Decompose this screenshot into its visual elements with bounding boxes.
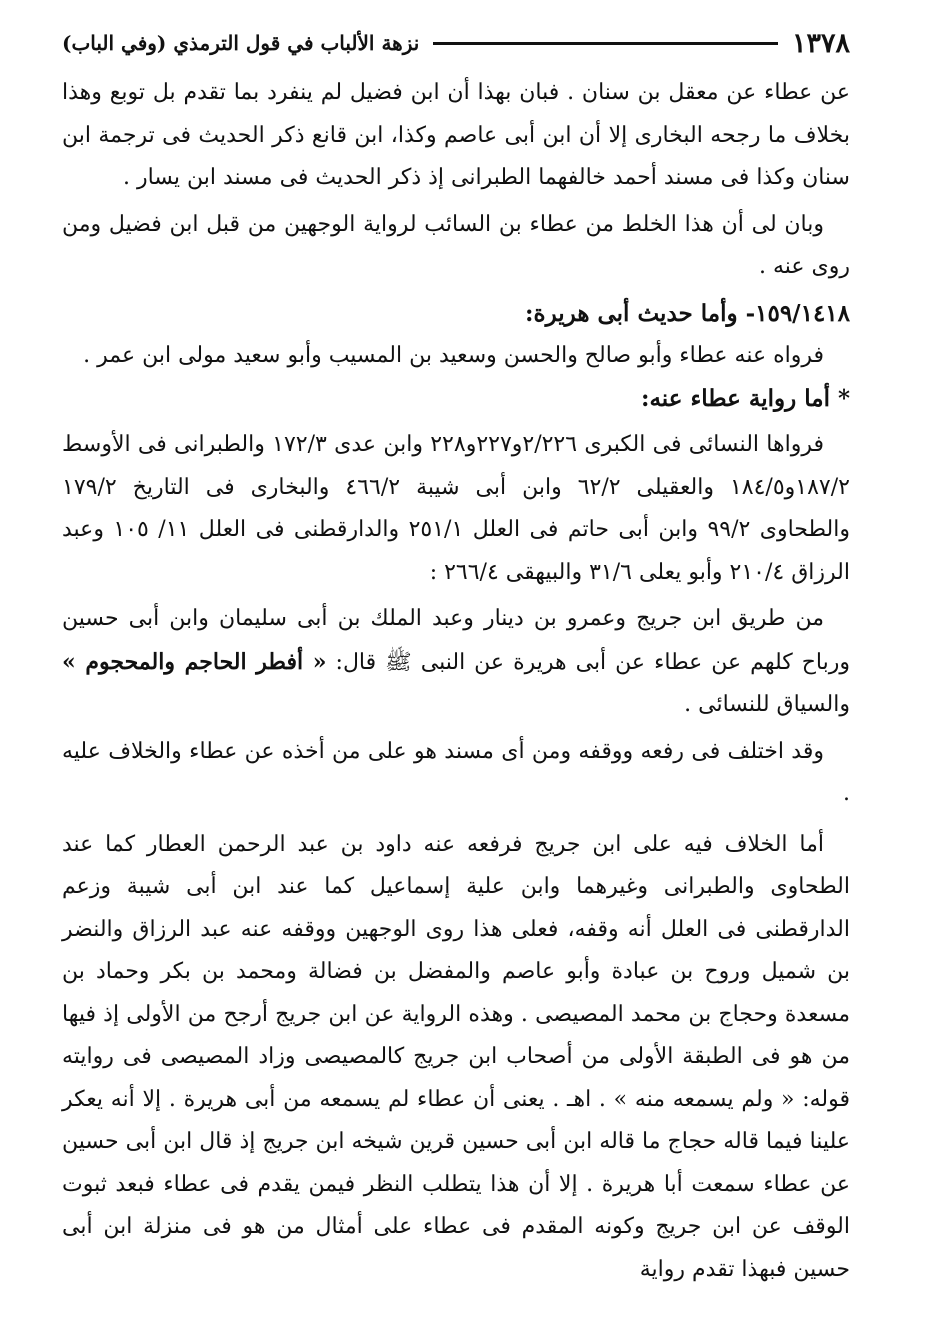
page-number: ١٣٧٨: [791, 27, 850, 59]
section-heading-abu-hurayra: ١٥٩/١٤١٨- وأما حديث أبى هريرة:: [525, 299, 850, 327]
header-rule: [433, 42, 778, 45]
paragraph-5-text-b: والسياق للنسائى .: [684, 692, 850, 717]
paragraph-7: أما الخلاف فيه على ابن جريج فرفعه عنه داود بن عبد الرحمن العطار كما عند الطحاوى والطبرانى وغيرهما وابن علية إسماعيل كما عند ابن أبى شيبة وزعم الدارقطنى فى العلل أنه وقفه، فعلى هذا روى الوجهين ووقفه عنه عبد الرزاق والنضر بن شميل وروح بن عبادة وأبو عاصم والمفضل بن فضالة ومحمد بن بكر وحماد بن مسعدة وحجاج بن محمد المصيصى . وهذه الرواية عن ابن جريج أرجح من الأولى إذ فيها من هو فى الطبقة الأولى من أصحاب ابن جريج كالمصيصى وزاد المصيصى فى روايته قوله: « ولم يسمعه منه » . اهـ . يعنى أن عطاء لم يسمعه من أبى هريرة . إلا أنه يعكر علينا فيما قاله حجاج ما قاله ابن أبى حسين قرين شيخه ابن جريج إذ قال ابن أبى حسين عن عطاء سمعت أبا هريرة . إلا أن هذا يتطلب النظر فيمن يقدم فى عطاء فبعد ثبوت الوقف عن ابن جريج وكونه المقدم فى عطاء على أمثال من هو فى منزلة ابن أبى حسين فبهذا تقدم رواية: [62, 831, 850, 1282]
hadith-quote: « أفطر الحاجم والمحجوم »: [62, 648, 327, 675]
paragraph-1: عن عطاء عن معقل بن سنان . فبان بهذا أن ابن فضيل لم ينفرد بما تقدم بل توبع وهذا بخلاف ما رجحه البخارى إلا أن ابن أبى عاصم وكذا، ابن قانع ذكر الحديث فى ترجمة ابن سنان وكذا فى مسند أحمد خالفهما الطبرانى إذ ذكر الحديث فى مسند ابن يسار .: [62, 80, 850, 190]
paragraph-3: فرواه عنه عطاء وأبو صالح والحسن وسعيد بن المسيب وأبو سعيد مولى ابن عمر .: [83, 343, 824, 368]
paragraph-4: فرواها النسائى فى الكبرى ٢/٢٢٦و٢٢٧و٢٢٨ وابن عدى ١٧٢/٣ والطبرانى فى الأوسط ١٨٧/٢و١٨٤/٥ والعقيلى ٦٢/٢ وابن أبى شيبة ٤٦٦/٢ والبخارى فى التاريخ ١٧٩/٢ والطحاوى ٩٩/٢ وابن أبى حاتم فى العلل ٢٥١/١ والدارقطنى فى العلل ١١/ ١٠٥ وعبد الرزاق ٢١٠/٤ وأبو يعلى ٣١/٦ والبيهقى ٢٦٦/٤ :: [62, 432, 850, 585]
page-header: [62, 26, 850, 60]
subsection-heading-ata: * أما رواية عطاء عنه:: [640, 384, 850, 412]
paragraph-5: [62, 598, 850, 727]
page-body: [62, 72, 850, 1291]
paragraph-6: وقد اختلف فى رفعه ووقفه ومن أى مسند هو على من أخذه عن عطاء والخلاف عليه .: [62, 738, 850, 806]
paragraph-2: وبان لى أن هذا الخلط من عطاء بن السائب لرواية الوجهين من قبل ابن فضيل ومن روى عنه .: [62, 211, 850, 279]
running-title: نزهة الألباب في قول الترمذي (وفي الباب): [62, 31, 420, 55]
paragraph-5-text-a: من طريق ابن جريج وعمرو بن دينار وعبد الملك بن أبى سليمان وابن أبى حسين ورباح كلهم عن عطاء عن أبى هريرة عن النبى ﷺ قال:: [62, 606, 850, 675]
